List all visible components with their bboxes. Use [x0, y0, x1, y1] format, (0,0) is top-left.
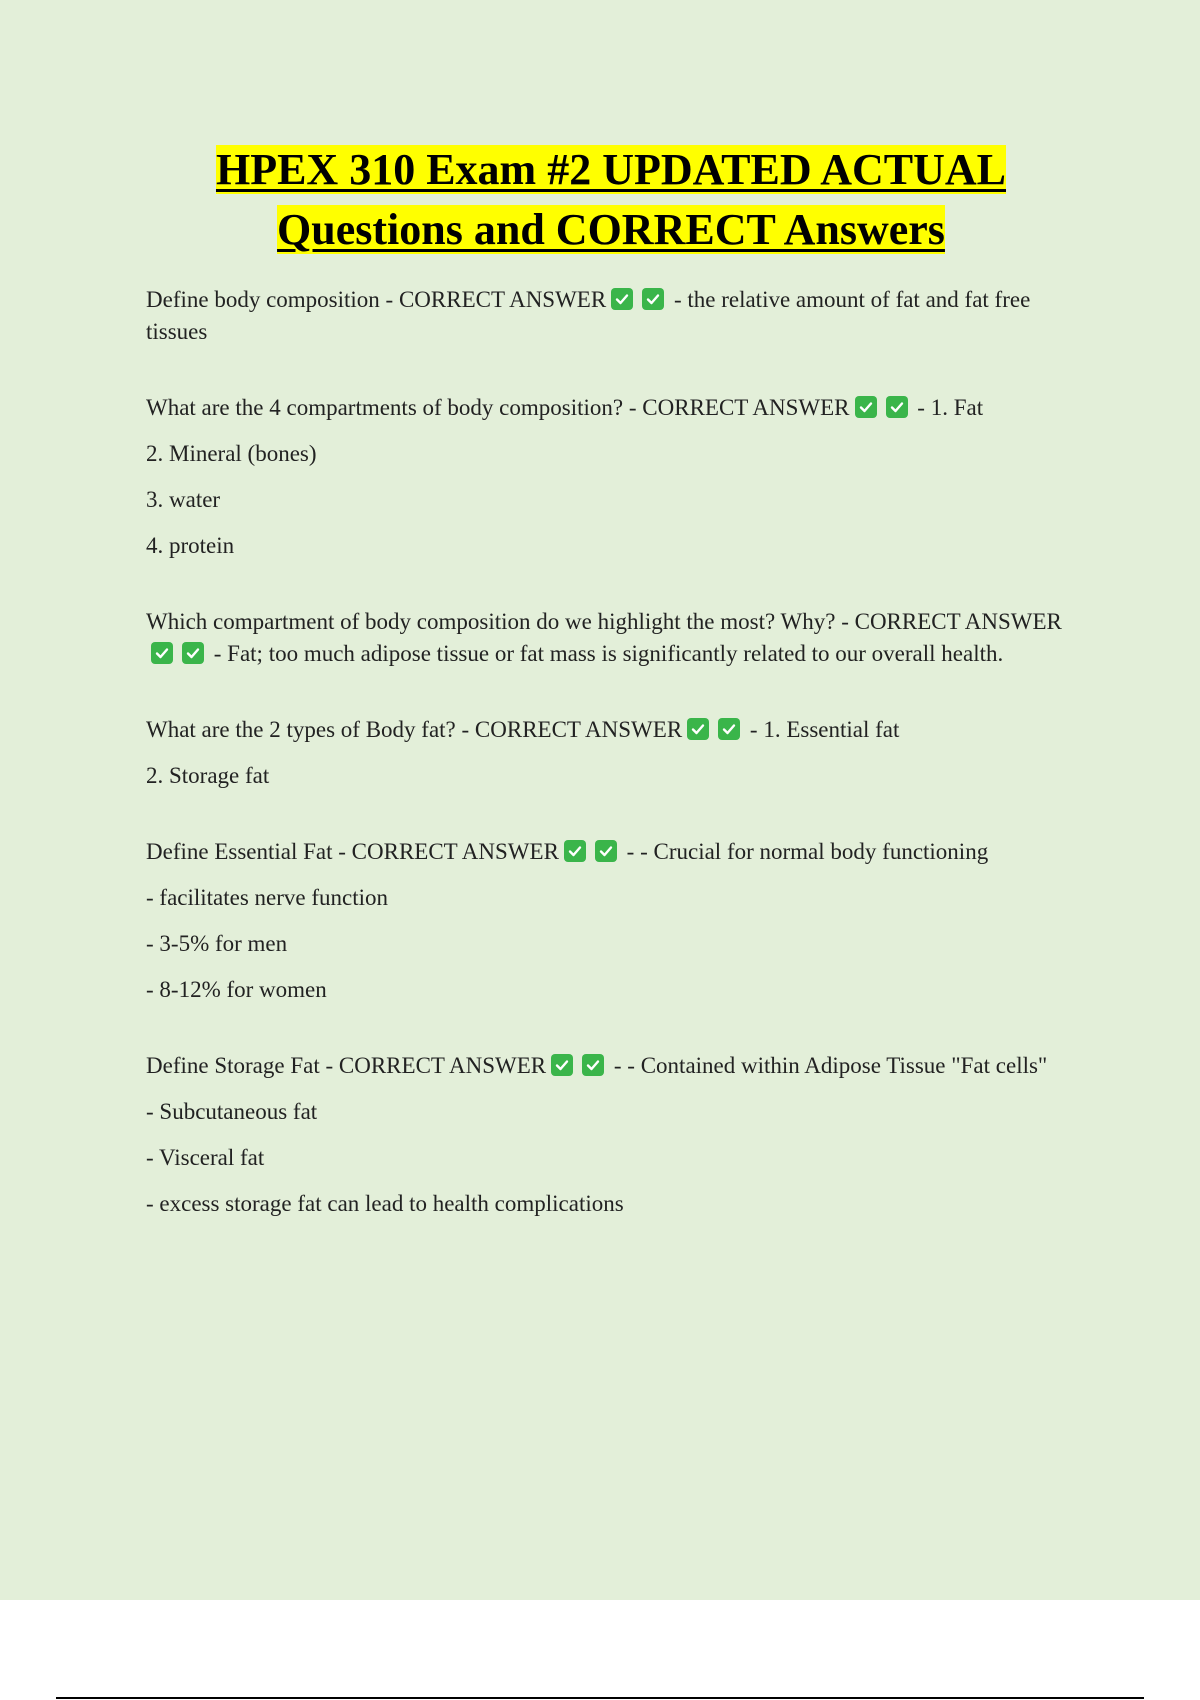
answer-text: - Fat; too much adipose tissue or fat mass is significantly related to our overall health. [208, 641, 1004, 666]
question-text: Define body composition - CORRECT ANSWER [146, 287, 607, 312]
answer-line: - Visceral fat [146, 1145, 265, 1170]
title-line-2: Questions and CORRECT Answers [277, 205, 945, 254]
checkmark-icon [151, 642, 173, 664]
qa-question-line [146, 714, 1076, 746]
answer-line: 4. protein [146, 533, 235, 558]
qa-item [146, 284, 1076, 348]
checkmark-icon [886, 396, 908, 418]
qa-item [146, 392, 1076, 562]
checkmark-icon [595, 840, 617, 862]
answer-line: - 8-12% for women [146, 977, 327, 1002]
checkmark-icon [718, 718, 740, 740]
qa-list [146, 284, 1076, 1220]
qa-question-line [146, 836, 1076, 868]
qa-question-line [146, 1050, 1076, 1082]
title-line-1: HPEX 310 Exam #2 UPDATED ACTUAL [215, 145, 1006, 194]
document-content [146, 140, 1076, 1264]
checkmark-icon [551, 1054, 573, 1076]
qa-question-line [146, 606, 1076, 670]
checkmark-icon [855, 396, 877, 418]
answer-text: - 1. Essential fat [744, 717, 900, 742]
question-text: Define Essential Fat - CORRECT ANSWER [146, 839, 559, 864]
answer-line: - Subcutaneous fat [146, 1099, 318, 1124]
qa-item [146, 836, 1076, 1006]
qa-item [146, 714, 1076, 792]
question-text: What are the 2 types of Body fat? - CORRECT ANSWER [146, 717, 683, 742]
answer-line: - 3-5% for men [146, 931, 288, 956]
document-title [146, 140, 1076, 260]
question-text: Which compartment of body composition do we highlight the most? Why? - CORRECT ANSWER [146, 609, 1062, 634]
checkmark-icon [611, 288, 633, 310]
answer-text: - the relative amount of fat and fat free tissues [146, 287, 1031, 344]
answer-text: - - Contained within Adipose Tissue "Fat cells" [608, 1053, 1048, 1078]
checkmark-icon [564, 840, 586, 862]
answer-line: - facilitates nerve function [146, 885, 389, 910]
checkmark-icon [642, 288, 664, 310]
question-text: What are the 4 compartments of body composition? - CORRECT ANSWER [146, 395, 850, 420]
answer-text: - - Crucial for normal body functioning [620, 839, 989, 864]
footer-divider [56, 1697, 1144, 1699]
qa-item [146, 1050, 1076, 1220]
qa-question-line [146, 284, 1076, 348]
qa-question-line [146, 392, 1076, 424]
answer-line: 3. water [146, 487, 221, 512]
answer-line: 2. Mineral (bones) [146, 441, 317, 466]
question-text: Define Storage Fat - CORRECT ANSWER [146, 1053, 547, 1078]
qa-item [146, 606, 1076, 670]
answer-line: 2. Storage fat [146, 763, 270, 788]
answer-line: - excess storage fat can lead to health complications [146, 1191, 624, 1216]
checkmark-icon [182, 642, 204, 664]
answer-text: - 1. Fat [911, 395, 984, 420]
checkmark-icon [687, 718, 709, 740]
checkmark-icon [582, 1054, 604, 1076]
